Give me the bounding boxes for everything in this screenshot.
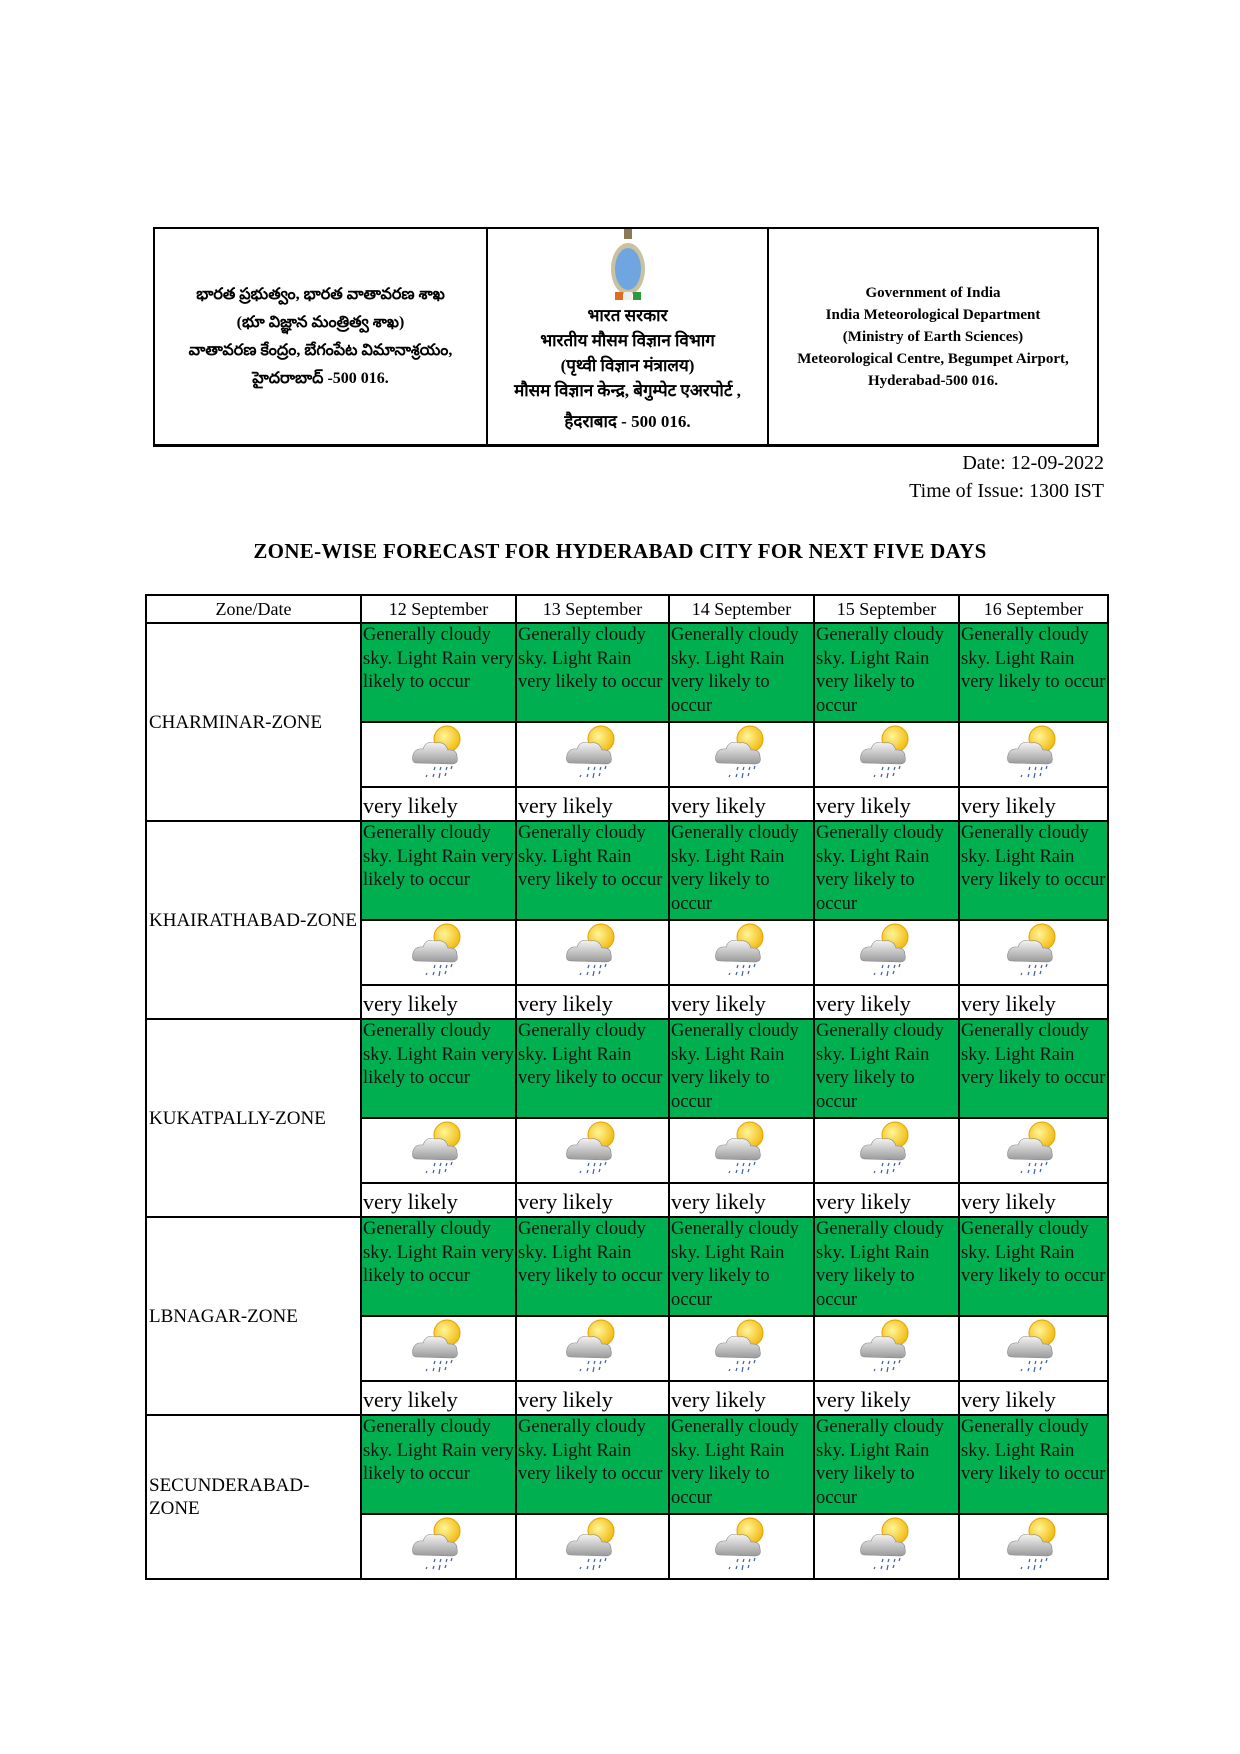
likelihood: very likely xyxy=(959,985,1108,1019)
forecast-text: Generally cloudy sky. Light Rain very likely to occur xyxy=(516,1019,669,1118)
issue-date: Date: 12-09-2022 xyxy=(962,452,1104,474)
partly-cloudy-rain-icon xyxy=(1002,1119,1066,1177)
weather-icon-cell xyxy=(814,722,959,787)
english-line: (Ministry of Earth Sciences) xyxy=(842,328,1024,345)
english-line: Hyderabad-500 016. xyxy=(867,372,998,389)
partly-cloudy-rain-icon xyxy=(1002,1317,1066,1375)
likelihood: very likely xyxy=(516,985,669,1019)
likelihood: very likely xyxy=(669,787,814,821)
likelihood: very likely xyxy=(361,787,516,821)
likelihood: very likely xyxy=(959,787,1108,821)
header-date: 16 September xyxy=(959,595,1108,623)
english-line: India Meteorological Department xyxy=(825,306,1041,323)
table-row xyxy=(146,821,1108,920)
letterhead xyxy=(153,227,1099,447)
weather-icon-cell xyxy=(516,1118,669,1183)
weather-icon-cell xyxy=(959,1514,1108,1579)
likelihood: very likely xyxy=(814,787,959,821)
likelihood: very likely xyxy=(516,787,669,821)
partly-cloudy-rain-icon xyxy=(561,1317,625,1375)
telugu-line: (భూ విజ్ఞాన మంత్రిత్వ శాఖ) xyxy=(236,313,405,331)
hindi-line: भारत सरकार xyxy=(587,306,668,325)
partly-cloudy-rain-icon xyxy=(407,921,471,979)
weather-icon-cell xyxy=(516,722,669,787)
partly-cloudy-rain-icon xyxy=(561,723,625,781)
weather-icon-cell xyxy=(516,1316,669,1381)
forecast-text: Generally cloudy sky. Light Rain very likely to occur xyxy=(814,1415,959,1514)
partly-cloudy-rain-icon xyxy=(407,1317,471,1375)
forecast-text: Generally cloudy sky. Light Rain very likely to occur xyxy=(361,623,516,722)
forecast-text: Generally cloudy sky. Light Rain very likely to occur xyxy=(959,1415,1108,1514)
partly-cloudy-rain-icon xyxy=(407,1119,471,1177)
weather-icon-cell xyxy=(669,722,814,787)
forecast-text: Generally cloudy sky. Light Rain very likely to occur xyxy=(669,1415,814,1514)
partly-cloudy-rain-icon xyxy=(710,1515,774,1573)
likelihood: very likely xyxy=(516,1381,669,1415)
forecast-text: Generally cloudy sky. Light Rain very likely to occur xyxy=(516,1217,669,1316)
hindi-line: हैदराबाद - 500 016. xyxy=(564,412,691,431)
partly-cloudy-rain-icon xyxy=(407,1515,471,1573)
partly-cloudy-rain-icon xyxy=(710,723,774,781)
forecast-text: Generally cloudy sky. Light Rain very likely to occur xyxy=(959,1217,1108,1316)
forecast-text: Generally cloudy sky. Light Rain very likely to occur xyxy=(814,1019,959,1118)
zone-name: LBNAGAR-ZONE xyxy=(146,1217,361,1415)
telugu-line: వాతావరణ కేంద్రం, బేగంపేట విమానాశ్రయం, xyxy=(188,341,453,359)
forecast-text: Generally cloudy sky. Light Rain very likely to occur xyxy=(814,821,959,920)
likelihood: very likely xyxy=(669,1381,814,1415)
header-date: 14 September xyxy=(669,595,814,623)
table-row xyxy=(146,1415,1108,1514)
forecast-text: Generally cloudy sky. Light Rain very likely to occur xyxy=(361,1217,516,1316)
partly-cloudy-rain-icon xyxy=(1002,921,1066,979)
hindi-address xyxy=(488,229,769,444)
likelihood: very likely xyxy=(959,1183,1108,1217)
weather-icon-cell xyxy=(814,1316,959,1381)
table-row xyxy=(146,1217,1108,1316)
likelihood: very likely xyxy=(814,1381,959,1415)
weather-icon-cell xyxy=(361,920,516,985)
zone-name: KUKATPALLY-ZONE xyxy=(146,1019,361,1217)
english-line: Government of India xyxy=(865,284,1001,301)
weather-icon-cell xyxy=(516,920,669,985)
hindi-line: मौसम विज्ञान केन्द्र, बेगुम्पेट एअरपोर्ट , xyxy=(514,381,741,400)
table-row xyxy=(146,623,1108,722)
forecast-text: Generally cloudy sky. Light Rain very likely to occur xyxy=(516,821,669,920)
forecast-text: Generally cloudy sky. Light Rain very likely to occur xyxy=(959,1019,1108,1118)
likelihood: very likely xyxy=(669,1183,814,1217)
forecast-text: Generally cloudy sky. Light Rain very likely to occur xyxy=(516,1415,669,1514)
forecast-text: Generally cloudy sky. Light Rain very likely to occur xyxy=(361,1415,516,1514)
weather-icon-cell xyxy=(361,722,516,787)
partly-cloudy-rain-icon xyxy=(710,921,774,979)
weather-icon-cell xyxy=(959,1118,1108,1183)
telugu-line: భారత ప్రభుత్వం, భారత వాతావరణ శాఖ xyxy=(196,285,445,303)
partly-cloudy-rain-icon xyxy=(561,921,625,979)
partly-cloudy-rain-icon xyxy=(1002,723,1066,781)
header-date: 13 September xyxy=(516,595,669,623)
partly-cloudy-rain-icon xyxy=(855,723,919,781)
header-date: 15 September xyxy=(814,595,959,623)
weather-icon-cell xyxy=(669,1118,814,1183)
forecast-text: Generally cloudy sky. Light Rain very likely to occur xyxy=(814,1217,959,1316)
likelihood: very likely xyxy=(814,985,959,1019)
time-of-issue: Time of Issue: 1300 IST xyxy=(909,480,1104,502)
weather-icon-cell xyxy=(669,1514,814,1579)
partly-cloudy-rain-icon xyxy=(407,723,471,781)
page-title: ZONE-WISE FORECAST FOR HYDERABAD CITY FOR NEXT FIVE DAYS xyxy=(253,539,987,563)
weather-icon-cell xyxy=(959,1316,1108,1381)
telugu-line: హైదరాబాద్ -500 016. xyxy=(252,369,389,387)
forecast-table xyxy=(145,594,1109,1580)
zone-name: KHAIRATHABAD-ZONE xyxy=(146,821,361,1019)
partly-cloudy-rain-icon xyxy=(855,1119,919,1177)
likelihood: very likely xyxy=(516,1183,669,1217)
forecast-text: Generally cloudy sky. Light Rain very likely to occur xyxy=(669,1217,814,1316)
english-line: Meteorological Centre, Begumpet Airport, xyxy=(797,350,1069,367)
partly-cloudy-rain-icon xyxy=(855,1515,919,1573)
forecast-text: Generally cloudy sky. Light Rain very likely to occur xyxy=(516,623,669,722)
forecast-text: Generally cloudy sky. Light Rain very likely to occur xyxy=(361,821,516,920)
forecast-text: Generally cloudy sky. Light Rain very likely to occur xyxy=(814,623,959,722)
weather-icon-cell xyxy=(959,920,1108,985)
likelihood: very likely xyxy=(361,985,516,1019)
zone-name: CHARMINAR-ZONE xyxy=(146,623,361,821)
weather-icon-cell xyxy=(361,1514,516,1579)
weather-icon-cell xyxy=(516,1514,669,1579)
likelihood: very likely xyxy=(669,985,814,1019)
weather-icon-cell xyxy=(669,920,814,985)
weather-icon-cell xyxy=(669,1316,814,1381)
english-address xyxy=(769,229,1097,444)
likelihood: very likely xyxy=(959,1381,1108,1415)
partly-cloudy-rain-icon xyxy=(710,1119,774,1177)
weather-icon-cell xyxy=(814,1514,959,1579)
forecast-text: Generally cloudy sky. Light Rain very likely to occur xyxy=(361,1019,516,1118)
forecast-text: Generally cloudy sky. Light Rain very likely to occur xyxy=(669,821,814,920)
likelihood: very likely xyxy=(814,1183,959,1217)
header-row xyxy=(146,595,1108,623)
hindi-line: (पृथ्वी विज्ञान मंत्रालय) xyxy=(560,356,695,375)
likelihood: very likely xyxy=(361,1183,516,1217)
hindi-line: भारतीय मौसम विज्ञान विभाग xyxy=(540,331,715,350)
zone-name: SECUNDERABAD-ZONE xyxy=(146,1415,361,1579)
imd-emblem-icon xyxy=(607,229,649,303)
partly-cloudy-rain-icon xyxy=(855,921,919,979)
header-zone-date: Zone/Date xyxy=(146,595,361,623)
forecast-text: Generally cloudy sky. Light Rain very likely to occur xyxy=(959,821,1108,920)
partly-cloudy-rain-icon xyxy=(855,1317,919,1375)
telugu-address xyxy=(155,229,488,444)
forecast-text: Generally cloudy sky. Light Rain very likely to occur xyxy=(669,1019,814,1118)
partly-cloudy-rain-icon xyxy=(1002,1515,1066,1573)
partly-cloudy-rain-icon xyxy=(561,1515,625,1573)
weather-icon-cell xyxy=(361,1316,516,1381)
partly-cloudy-rain-icon xyxy=(710,1317,774,1375)
weather-icon-cell xyxy=(959,722,1108,787)
header-date: 12 September xyxy=(361,595,516,623)
forecast-text: Generally cloudy sky. Light Rain very likely to occur xyxy=(959,623,1108,722)
weather-icon-cell xyxy=(361,1118,516,1183)
likelihood: very likely xyxy=(361,1381,516,1415)
partly-cloudy-rain-icon xyxy=(561,1119,625,1177)
table-row xyxy=(146,1019,1108,1118)
weather-icon-cell xyxy=(814,920,959,985)
weather-icon-cell xyxy=(814,1118,959,1183)
forecast-text: Generally cloudy sky. Light Rain very likely to occur xyxy=(669,623,814,722)
